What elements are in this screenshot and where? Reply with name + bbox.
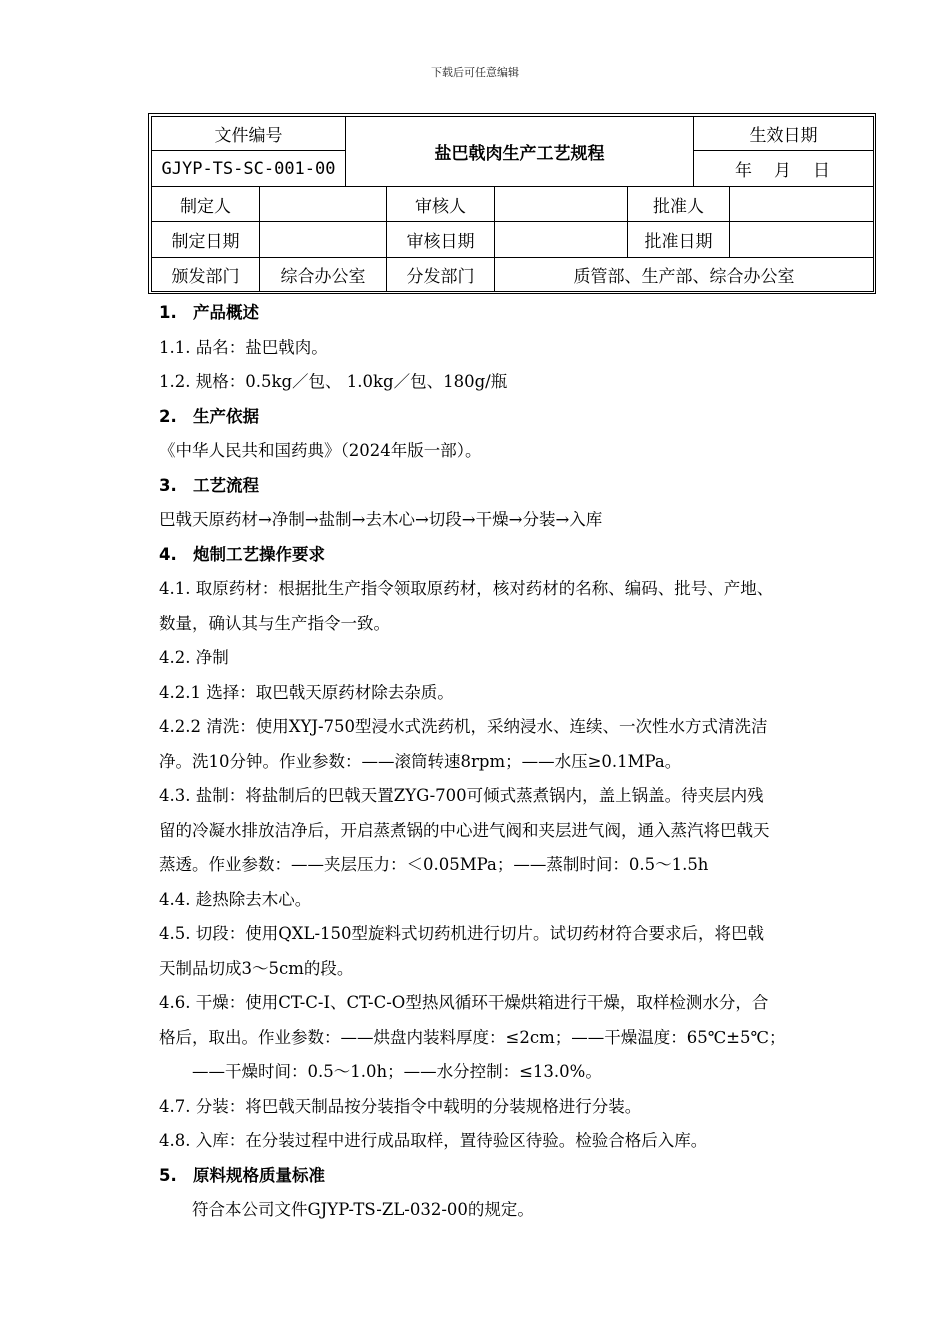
paragraph-line: 4.6. 干燥：使用CT-C-I、CT-C-O型热风循环干燥烘箱进行干燥，取样检测水分，合 <box>159 993 769 1012</box>
paragraph-line: 符合本公司文件GJYP-TS-ZL-032-00的规定。 <box>192 1200 534 1219</box>
paragraph-line: 4.2.1 选择：取巴戟天原药材除去杂质。 <box>159 682 454 702</box>
draft-date-value <box>260 222 387 258</box>
draft-date-label: 制定日期 <box>152 222 260 258</box>
section-heading <box>159 296 884 331</box>
paragraph-line: 格后，取出。作业参数：——烘盘内装料厚度：≤2cm；——干燥温度：65℃±5℃； <box>159 1027 786 1047</box>
paragraph-line: 4.2.2 清洗：使用XYJ-750型浸水式洗药机，采纳浸水、连续、一次性水方式清洗洁 <box>159 717 768 736</box>
paragraph-line: 4.3. 盐制：将盐制后的巴戟天置ZYG-700可倾式蒸煮锅内，盖上锅盖。待夹层内残 <box>159 786 764 805</box>
section-title: 炮制工艺操作要求 <box>193 544 325 564</box>
reviewer-label: 审核人 <box>387 187 495 222</box>
page-header-note: 下载后可任意编辑 <box>431 66 519 79</box>
paragraph-line: ——干燥时间：0.5～1.0h；——水分控制：≤13.0%。 <box>192 1062 602 1081</box>
paragraph-line: 4.7. 分装：将巴戟天制品按分装指令中载明的分装规格进行分装。 <box>159 1096 642 1116</box>
date-year: 年 <box>735 161 754 181</box>
section-heading <box>159 1159 884 1194</box>
paragraph-line: 1.1. 品名：盐巴戟肉。 <box>159 337 328 357</box>
doc-no-value: GJYP-TS-SC-001-00 <box>152 151 346 187</box>
paragraph-line: 留的冷凝水排放洁净后，开启蒸煮锅的中心进气阀和夹层进气阀，通入蒸汽将巴戟天 <box>159 820 770 840</box>
paragraph-line: 天制品切成3～5cm的段。 <box>159 958 354 978</box>
approver-label: 批准人 <box>628 187 730 222</box>
section-heading <box>159 469 884 504</box>
section-title: 产品概述 <box>193 303 259 322</box>
document-control-table <box>151 116 874 292</box>
section-number: 4. <box>159 544 177 564</box>
drafter-value <box>260 187 387 222</box>
doc-no-label: 文件编号 <box>152 117 346 151</box>
approve-date-value <box>730 222 874 258</box>
paragraph-line: 4.5. 切段：使用QXL-150型旋料式切药机进行切片。试切药材符合要求后，将巴戟 <box>159 924 765 943</box>
date-month: 月 <box>774 161 793 181</box>
dist-dept-label: 分发部门 <box>387 258 495 292</box>
paragraph-line: 4.4. 趁热除去木心。 <box>159 889 312 909</box>
dist-dept-value: 质管部、生产部、综合办公室 <box>495 258 874 292</box>
section-number: 2. <box>159 406 177 426</box>
section-number: 3. <box>159 475 177 495</box>
section-number: 1. <box>159 303 177 322</box>
reviewer-value <box>495 187 628 222</box>
section-title: 工艺流程 <box>193 475 259 495</box>
paragraph-line: 《中华人民共和国药典》（2024年版一部）。 <box>159 441 482 460</box>
section-title: 生产依据 <box>193 406 259 426</box>
process-flow-line: 巴戟天原药材→净制→盐制→去木心→切段→干燥→分装→入库 <box>159 510 603 529</box>
paragraph-line: 4.1. 取原药材：根据批生产指令领取原药材，核对药材的名称、编码、批号、产地、 <box>159 579 774 598</box>
paragraph-line: 4.8. 入库：在分装过程中进行成品取样，置待验区待验。检验合格后入库。 <box>159 1131 708 1150</box>
section-heading <box>159 538 884 573</box>
document-control-table-frame <box>148 113 876 294</box>
effective-date-label: 生效日期 <box>694 117 874 151</box>
paragraph-line: 蒸透。作业参数：——夹层压力：＜0.05MPa；——蒸制时间：0.5～1.5h <box>159 855 709 874</box>
review-date-value <box>495 222 628 258</box>
document-title: 盐巴戟肉生产工艺规程 <box>346 117 694 187</box>
document-body <box>159 296 884 1228</box>
drafter-label: 制定人 <box>152 187 260 222</box>
approve-date-label: 批准日期 <box>628 222 730 258</box>
date-day: 日 <box>813 161 832 181</box>
effective-date-value <box>694 151 874 187</box>
section-number: 5. <box>159 1165 177 1185</box>
approver-value <box>730 187 874 222</box>
issue-dept-label: 颁发部门 <box>152 258 260 292</box>
issue-dept-value: 综合办公室 <box>260 258 387 292</box>
section-title: 原料规格质量标准 <box>193 1165 325 1185</box>
paragraph-line: 净。洗10分钟。作业参数：——滚筒转速8rpm；——水压≥0.1MPa。 <box>159 751 682 771</box>
paragraph-line: 1.2. 规格：0.5kg／包、 1.0kg／包、180g/瓶 <box>159 372 508 391</box>
paragraph-line: 数量，确认其与生产指令一致。 <box>159 613 390 633</box>
review-date-label: 审核日期 <box>387 222 495 258</box>
section-heading <box>159 400 884 435</box>
paragraph-line: 4.2. 净制 <box>159 648 229 667</box>
